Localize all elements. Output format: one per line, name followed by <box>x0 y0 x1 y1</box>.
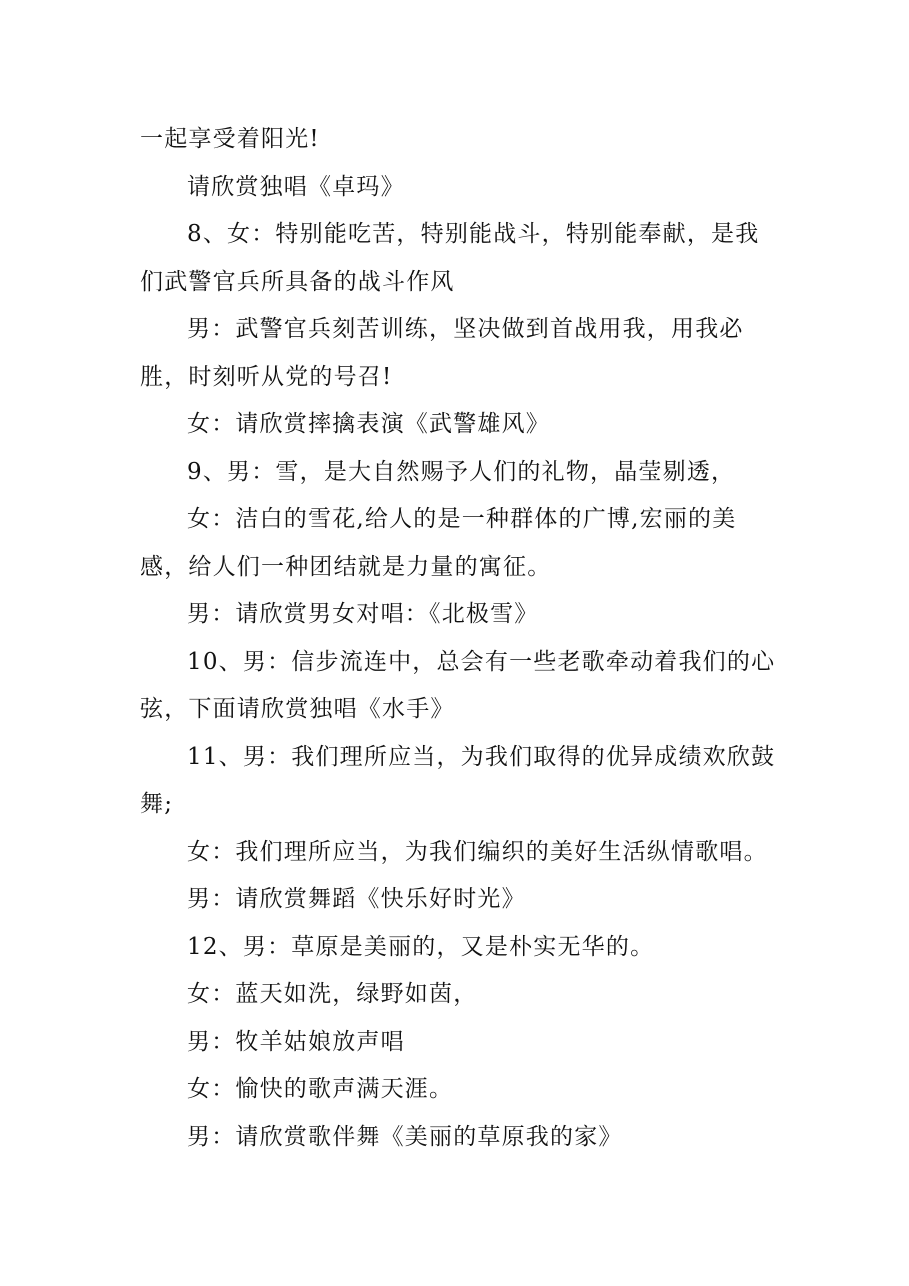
document-body <box>140 116 780 1161</box>
paragraph-11-intro: 男：请欣赏舞蹈《快乐好时光》 <box>187 886 526 912</box>
paragraph-12-male-2: 男：牧羊姑娘放声唱 <box>187 1028 405 1055</box>
paragraph-9-female: 女：洁白的雪花,给人的是一种群体的广博,宏丽的美感，给人们一种团结就是力量的寓征。 <box>140 506 737 580</box>
paragraph-9-male: 9、男：雪，是大自然赐予人们的礼物，晶莹剔透， <box>187 458 736 485</box>
paragraph-12-male: 12、男：草原是美丽的，又是朴实无华的。 <box>187 933 655 960</box>
paragraph-intro-zhuoma: 请欣赏独唱《卓玛》 <box>187 173 405 200</box>
paragraph-11-male: 11、男：我们理所应当，为我们取得的优异成绩欢欣鼓舞; <box>140 743 776 817</box>
paragraph-12-intro: 男：请欣赏歌伴舞《美丽的草原我的家》 <box>187 1123 623 1150</box>
paragraph-8-male: 男：武警官兵刻苦训练，坚决做到首战用我，用我必胜，时刻听从党的号召! <box>140 316 744 390</box>
paragraph-8-female: 8、女：特别能吃苦，特别能战斗，特别能奉献，是我们武警官兵所具备的战斗作风 <box>140 221 760 295</box>
paragraph-12-female: 女：蓝天如洗，绿野如茵， <box>187 981 478 1007</box>
paragraph-10-male: 10、男：信步流连中，总会有一些老歌牵动着我们的心弦，下面请欣赏独唱《水手》 <box>140 648 776 722</box>
paragraph-12-female-2: 女：愉快的歌声满天涯。 <box>187 1076 454 1102</box>
paragraph-9-intro: 男：请欣赏男女对唱：《北极雪》 <box>187 601 539 627</box>
paragraph-8-intro: 女：请欣赏摔擒表演《武警雄风》 <box>187 411 550 437</box>
paragraph-11-female: 女：我们理所应当，为我们编织的美好生活纵情歌唱。 <box>187 838 768 865</box>
paragraph-continuation: 一起享受着阳光! <box>140 126 320 152</box>
